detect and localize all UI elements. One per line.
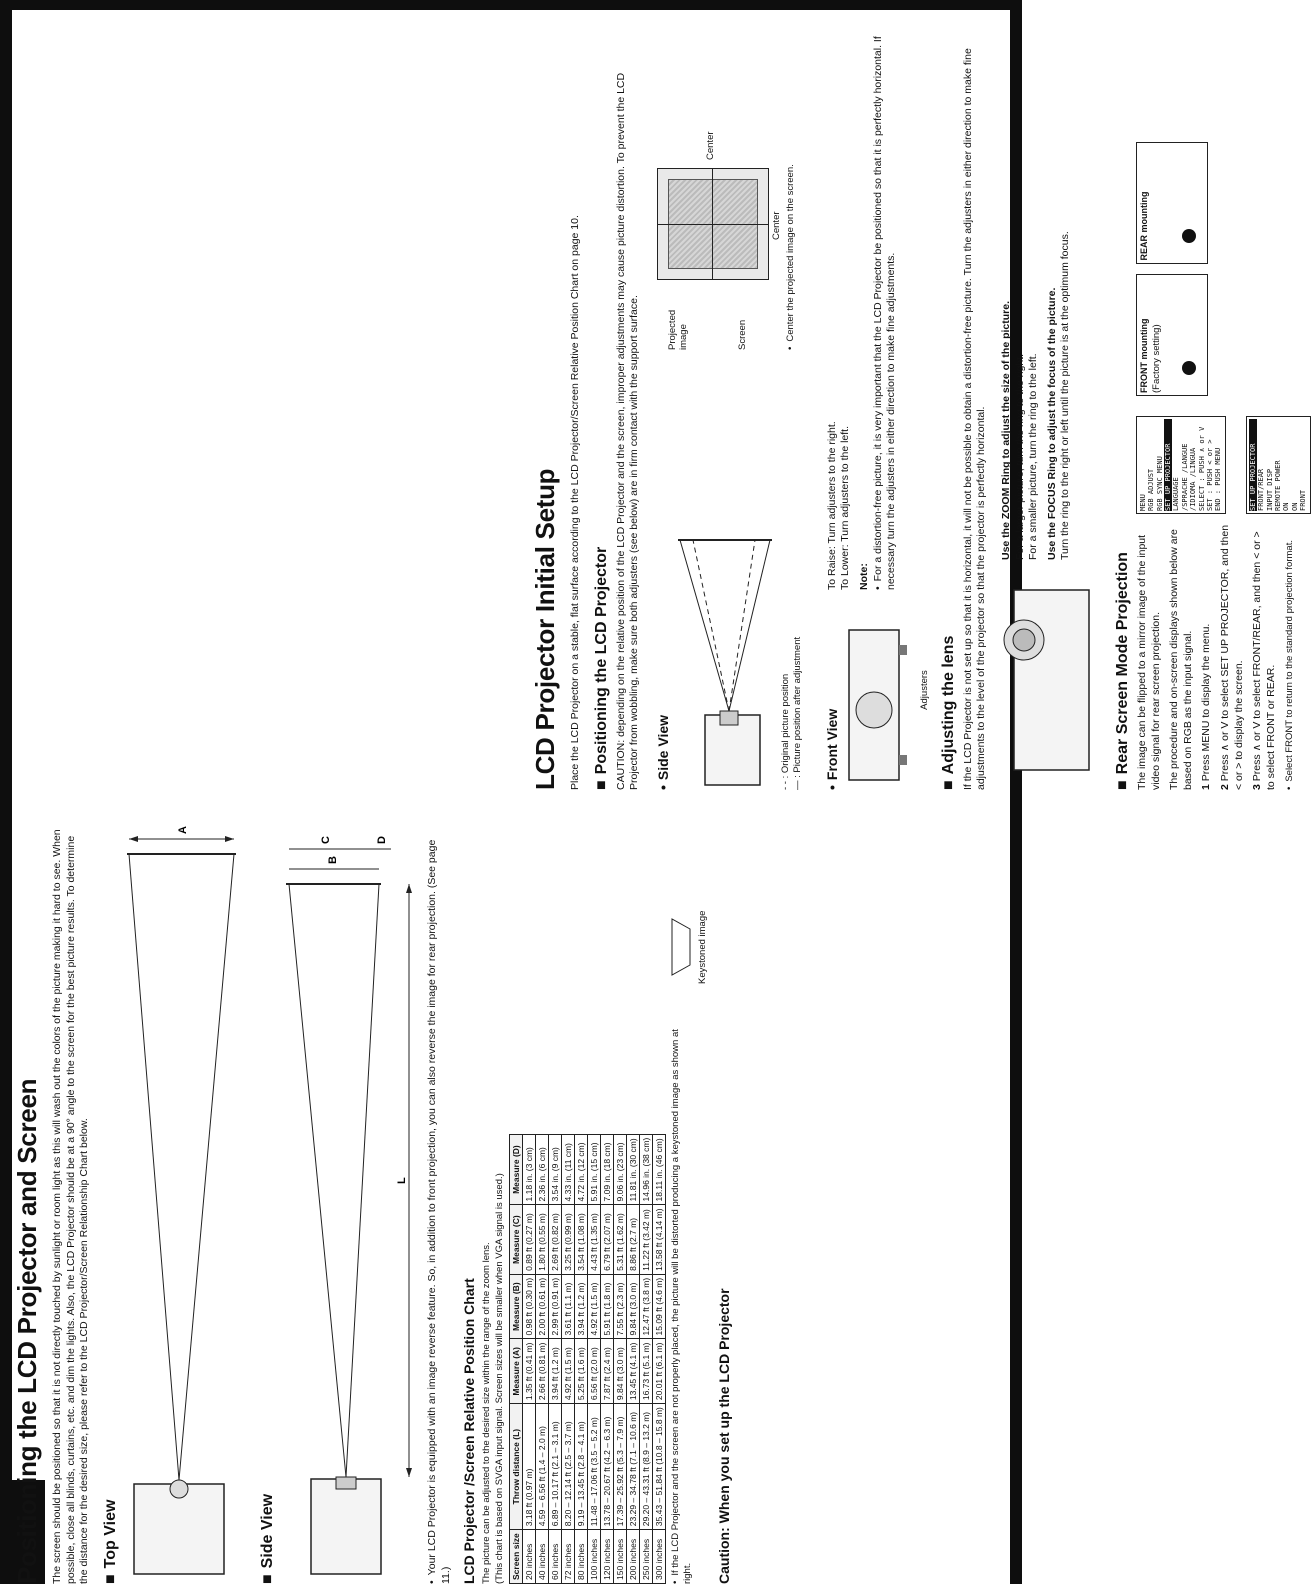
table-cell: 17.39 – 25.92 ft (5.3 – 7.9 m) [613, 1404, 626, 1530]
table-cell: 11.81 in. (30 cm) [626, 1134, 639, 1205]
table-row [574, 1134, 587, 1583]
page-title: Positioning the LCD Projector and Screen [12, 1078, 42, 1584]
rear-mounting-label: REAR mounting [1138, 191, 1149, 261]
lens-diagram [994, 560, 1104, 790]
table-cell: 3.94 ft (1.2 m) [574, 1274, 587, 1339]
step-1-text: Press MENU to display the menu. [1200, 623, 1213, 782]
table-header: Measure (C) [509, 1205, 522, 1274]
top-view-diagram [124, 824, 244, 1584]
front-view-diagram [844, 610, 914, 790]
table-cell: 8.86 ft (2.7 m) [626, 1205, 639, 1274]
step-2: 2 Press ∧ or V to select SET UP PROJECTOR, and then < or > to display the screen. [1219, 524, 1245, 790]
table-cell: 100 inches [587, 1530, 600, 1584]
step-3-text: Press ∧ or V to select FRONT/REAR, and then < or > to select FRONT or REAR. [1251, 531, 1278, 790]
to-raise: To Raise: Turn adjusters to the right. [825, 421, 838, 590]
lens-text: If the LCD Projector is not set up so that it is horizontal, it will not be possible to obtain a distortion-free picture. Turn the adjusters in either direction to make fine adjustments to the level of the projector so that the projector is perfectly horizontal. [961, 48, 988, 790]
table-cell: 1.18 in. (3 cm) [522, 1134, 535, 1205]
table-row [626, 1134, 639, 1583]
table-cell: 4.43 ft (1.35 m) [587, 1205, 600, 1274]
table-cell: 3.94 ft (1.2 m) [548, 1339, 561, 1404]
table-cell: 250 inches [639, 1530, 652, 1584]
table-cell: 300 inches [652, 1530, 665, 1584]
table-cell: 23.29 – 34.78 ft (7.1 – 10.6 m) [626, 1404, 639, 1530]
table-header: Measure (A) [509, 1339, 522, 1404]
table-cell: 4.92 ft (1.5 m) [561, 1339, 574, 1404]
table-cell: 14.96 in. (38 cm) [639, 1134, 652, 1205]
center-note: • Center the projected image on the screen. [785, 50, 796, 350]
table-cell: 35.43 – 51.84 ft (10.8 – 15.8 m) [652, 1404, 665, 1530]
menu-line: FRONT/REAR [1257, 468, 1266, 511]
menu-line: FRONT [1299, 489, 1308, 511]
note-text: • For a distortion-free picture, it is very important that the LCD Projector be positioned so that it is perfectly horizontal. If necessary turn the adjusters in either direction to make fine adjustments. [872, 30, 899, 590]
adjusters-label: Adjusters [918, 670, 930, 710]
table-cell: 2.69 ft (0.82 m) [548, 1205, 561, 1274]
menu-osd [1136, 416, 1226, 514]
table-cell: 18.11 in. (46 cm) [652, 1134, 665, 1205]
reverse-note: • Your LCD Projector is equipped with an image reverse feature. So, in addition to front projection, you can also reverse the image for rear projection. (See page 11.) [426, 824, 453, 1584]
menu-line: ON [1290, 502, 1299, 511]
projected-image-label: Projected image [666, 309, 689, 350]
table-cell: 16.73 ft (5.1 m) [639, 1339, 652, 1404]
table-cell: 2.00 ft (0.61 m) [535, 1274, 548, 1339]
keystone-note: • If the LCD Projector and the screen are not properly placed, the picture will be distorted producing a keystoned image as shown at right. [670, 1024, 695, 1584]
legend-after: — : Picture position after adjustment [792, 636, 804, 790]
table-cell: 6.89 – 10.17 ft (2.1 – 3.1 m) [548, 1404, 561, 1530]
viewer-figure-icon [1182, 229, 1196, 243]
table-cell: 120 inches [600, 1530, 613, 1584]
top-view-heading: ■ Top View [102, 794, 120, 1584]
table-header: Measure (D) [509, 1134, 522, 1205]
table-cell: 15.09 ft (4.6 m) [652, 1274, 665, 1339]
side-view-heading: ■ Side View [259, 794, 277, 1584]
table-cell: 3.18 ft (0.97 m) [522, 1404, 535, 1530]
table-header: Throw distance (L) [509, 1404, 522, 1530]
table-cell: 1.35 ft (0.41 m) [522, 1339, 535, 1404]
table-cell: 5.25 ft (1.6 m) [574, 1339, 587, 1404]
table-row [613, 1134, 626, 1583]
center-label-top: Center [704, 131, 716, 160]
chart-sub1: The picture can be adjusted to the desired size within the range of the zoom lens. [481, 1242, 493, 1584]
menu-line: /SPRACHE /LANGUE [1180, 443, 1189, 511]
table-cell: 3.54 ft (1.08 m) [574, 1205, 587, 1274]
focus-text: Turn the ring to the right or left until the picture is at the optimum focus. [1059, 231, 1072, 560]
table-cell: 72 inches [561, 1530, 574, 1584]
viewer-figure-icon [1182, 361, 1196, 375]
lens-heading: ■ Adjusting the lens [940, 0, 958, 790]
chart-sub2: (This chart is based on SVGA input signal. Screen sizes will be smaller when VGA signal is used.) [493, 1173, 505, 1584]
table-cell: 8.20 – 12.14 ft (2.5 – 3.7 m) [561, 1404, 574, 1530]
table-row [522, 1134, 535, 1583]
table-cell: 3.25 ft (0.99 m) [561, 1205, 574, 1274]
table-cell: 9.84 ft (3.0 m) [626, 1274, 639, 1339]
table-cell: 9.06 in. (23 cm) [613, 1134, 626, 1205]
table-cell: 12.47 ft (3.8 m) [639, 1274, 652, 1339]
table-cell: 4.72 in. (12 cm) [574, 1134, 587, 1205]
step-1: 1 Press MENU to display the menu. [1200, 623, 1213, 790]
table-cell: 3.54 in. (9 cm) [548, 1134, 561, 1205]
menu-line: RGB SYNC MENU [1155, 456, 1164, 511]
table-row [561, 1134, 574, 1583]
zoom-smaller: For a smaller picture, turn the ring to the left. [1027, 353, 1040, 560]
table-cell: 4.33 in. (11 cm) [561, 1134, 574, 1205]
to-lower: To Lower: Turn adjusters to the left. [839, 425, 852, 590]
table-cell: 7.87 ft (2.4 m) [600, 1339, 613, 1404]
note-heading: Note: [857, 563, 870, 590]
menu-line: /IDIOMA /LINGUA [1189, 447, 1198, 511]
table-header-row [509, 1134, 522, 1583]
menu-line: END : PUSH MENU [1214, 447, 1223, 511]
table-cell: 13.78 – 20.67 ft (4.2 – 6.3 m) [600, 1404, 613, 1530]
setup-projector-osd [1246, 416, 1311, 514]
table-cell: 2.36 in. (6 cm) [535, 1134, 548, 1205]
zoom-heading: Use the ZOOM Ring to adjust the size of the picture. [999, 300, 1012, 560]
table-cell: 5.91 in. (15 cm) [587, 1134, 600, 1205]
table-row [652, 1134, 665, 1583]
table-cell: 4.59 – 6.56 ft (1.4 – 2.0 m) [535, 1404, 548, 1530]
table-header: Measure (B) [509, 1274, 522, 1339]
table-cell: 60 inches [548, 1530, 561, 1584]
table-cell: 0.89 ft (0.27 m) [522, 1205, 535, 1274]
table-cell: 9.19 – 13.45 ft (2.8 – 4.1 m) [574, 1404, 587, 1530]
table-cell: 7.09 in. (18 cm) [600, 1134, 613, 1205]
menu-line: RGB ADJUST [1147, 468, 1156, 511]
table-row [600, 1134, 613, 1583]
factory-setting-label: (Factory setting) [1150, 324, 1162, 393]
table-cell: 6.56 ft (2.0 m) [587, 1339, 600, 1404]
table-cell: 7.55 ft (2.3 m) [613, 1274, 626, 1339]
focus-heading: Use the FOCUS Ring to adjust the focus of the picture. [1045, 287, 1058, 560]
keystone-image-icon [670, 917, 692, 977]
keystone-label: Keystoned image [696, 910, 708, 984]
table-cell: 80 inches [574, 1530, 587, 1584]
front-mounting-box [1136, 274, 1208, 396]
label-b: B [326, 856, 339, 864]
intro-text: The screen should be positioned so that it is not directly touched by sunlight or room light as this will wash out the colors of the picture making it hard to see. When possible, close all blinds, curtains, etc. and dim the lights. Also, the LCD Projector should be at a 90° angle to the screen for the best picture results. To determine the distance for the desired size, please refer to the LCD Projector/Screen Relationship Chart below. [51, 829, 91, 1584]
positioning-heading: ■ Positioning the LCD Projector [593, 0, 611, 790]
front-view-heading: • Front View [824, 590, 840, 790]
label-l: L [395, 1177, 408, 1184]
table-cell: 150 inches [613, 1530, 626, 1584]
initial-setup-page [530, 0, 1308, 790]
table-cell: 2.66 ft (0.81 m) [535, 1339, 548, 1404]
menu-line: SET : PUSH < or > [1206, 439, 1215, 511]
table-cell: 13.45 ft (4.1 m) [626, 1339, 639, 1404]
step-3-note: • Select FRONT to return to the standard projection format. [1284, 520, 1296, 790]
menu-line: ON [1282, 502, 1291, 511]
table-cell: 5.31 ft (1.62 m) [613, 1205, 626, 1274]
table-cell: 6.79 ft (2.07 m) [600, 1205, 613, 1274]
setup-intro: Place the LCD Projector on a stable, flat surface according to the LCD Projector/Screen Relative Position Chart on page 10. [569, 215, 581, 790]
side-view-heading: • Side View [655, 350, 671, 790]
step-2-text: Press ∧ or V to select SET UP PROJECTOR, and then < or > to display the screen. [1219, 524, 1245, 790]
menu-line: MENU [1138, 494, 1147, 511]
menu-line: SELECT : PUSH ∧ or V [1197, 426, 1206, 511]
menu-line: LANGUAGE [1172, 477, 1181, 511]
caution-heading: Caution: When you set up the LCD Projector [715, 1288, 732, 1584]
positioning-page [12, 794, 732, 1584]
screen-diagram [657, 168, 769, 280]
position-chart-table [509, 1134, 666, 1584]
menu-line: INPUT DISP [1265, 468, 1274, 511]
table-cell: 3.61 ft (1.1 m) [561, 1274, 574, 1339]
rear-text2: The procedure and on-screen displays shown below are based on RGB as the input signal. [1168, 529, 1194, 790]
table-cell: 200 inches [626, 1530, 639, 1584]
table-cell: 40 inches [535, 1530, 548, 1584]
rear-mounting-box [1136, 142, 1208, 264]
scan-edge-left [0, 0, 12, 1584]
side-view-diagram [281, 824, 421, 1584]
table-header: Screen size [509, 1530, 522, 1584]
step-3: 3 Press ∧ or V to select FRONT/REAR, and then < or > to select FRONT or REAR. [1251, 531, 1278, 790]
menu-line: SET UP PROJECTOR [1164, 419, 1172, 511]
label-d: D [375, 836, 388, 844]
table-cell: 20 inches [522, 1530, 535, 1584]
positioning-caution: CAUTION: depending on the relative position of the LCD Projector and the screen, improper adjustments may cause picture distortion. To prevent the LCD Projector from wobbling, make sure both adjusters (see below) are in firm contact with the support surface. [614, 72, 641, 790]
table-cell: 9.84 ft (3.0 m) [613, 1339, 626, 1404]
table-cell: 1.80 ft (0.55 m) [535, 1205, 548, 1274]
side-view-adjust-diagram [675, 370, 775, 790]
table-cell: 11.22 ft (3.42 m) [639, 1205, 652, 1274]
front-mounting-label: FRONT mounting [1138, 318, 1149, 393]
zoom-larger: For a larger picture, turn the ring to the right. [1013, 353, 1026, 560]
menu-line: REMOTE POWER [1273, 460, 1282, 511]
table-cell: 0.98 ft (0.30 m) [522, 1274, 535, 1339]
label-c: C [319, 836, 332, 844]
label-a: A [176, 826, 189, 834]
table-cell: 11.48 – 17.06 ft (3.5 – 5.2 m) [587, 1404, 600, 1530]
table-cell: 20.01 ft (6.1 m) [652, 1339, 665, 1404]
table-cell: 13.58 ft (4.14 m) [652, 1205, 665, 1274]
table-row [535, 1134, 548, 1583]
rear-heading: ■ Rear Screen Mode Projection [1114, 0, 1132, 790]
menu-line: SET UP PROJECTOR [1249, 419, 1257, 511]
table-row [587, 1134, 600, 1583]
page-title: LCD Projector Initial Setup [530, 468, 560, 790]
legend-original: - - : Original picture position [779, 673, 791, 790]
screen-label: Screen [736, 319, 748, 350]
table-cell: 4.92 ft (1.5 m) [587, 1274, 600, 1339]
table-cell: 5.91 ft (1.8 m) [600, 1274, 613, 1339]
center-label-bottom: Center [770, 211, 782, 240]
table-row [639, 1134, 652, 1583]
table-cell: 2.99 ft (0.91 m) [548, 1274, 561, 1339]
table-cell: 29.20 – 43.31 ft (8.9 – 13.2 m) [639, 1404, 652, 1530]
chart-title: LCD Projector /Screen Relative Position Chart [461, 1278, 478, 1584]
rear-text1: The image can be flipped to a mirror image of the input video signal for rear screen projection. [1135, 534, 1162, 790]
table-row [548, 1134, 561, 1583]
